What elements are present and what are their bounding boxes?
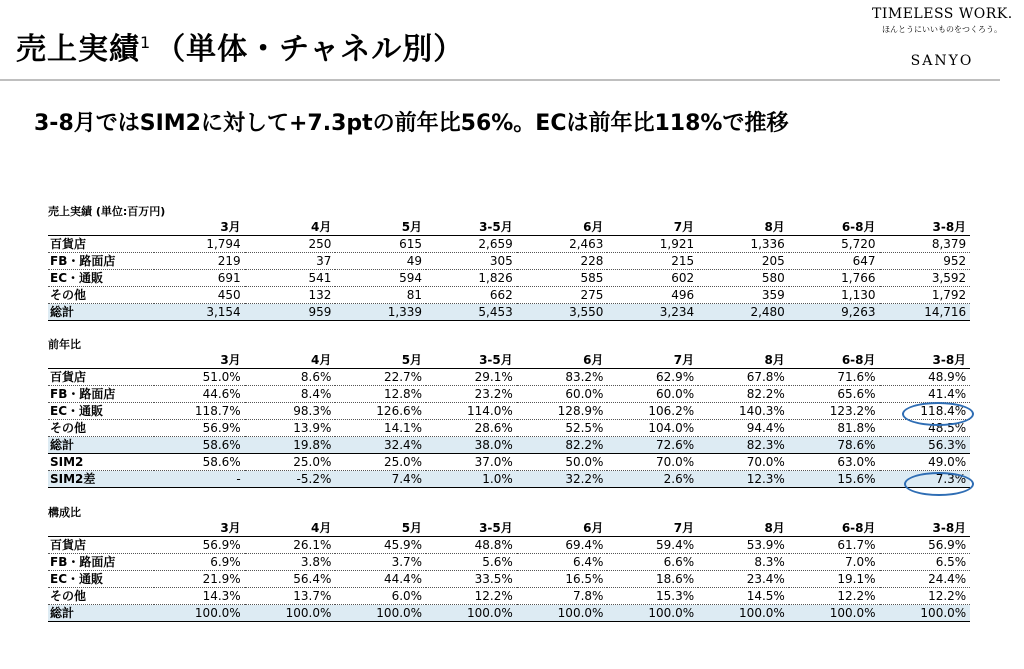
table-row [48,471,970,488]
table-cell: 3,154 [154,304,245,321]
yoy-section [48,338,970,488]
table-cell: 662 [426,287,517,304]
table-cell: 104.0% [607,420,698,437]
table-cell: 67.8% [698,369,789,386]
row-label: SIM2 [48,454,154,471]
column-header: 3-8月 [880,520,971,537]
column-header: 6月 [517,352,608,369]
table-cell: 1,766 [789,270,880,287]
sales-table [48,219,970,321]
table-cell: 70.0% [607,454,698,471]
column-header: 8月 [698,352,789,369]
table-cell: 37 [245,253,336,270]
table-row [48,270,970,287]
logo-brand: SANYO [910,53,974,69]
column-header: 5月 [335,520,426,537]
table-cell: 496 [607,287,698,304]
table-cell: 81.8% [789,420,880,437]
column-header: 7月 [607,352,698,369]
table-cell: 98.3% [245,403,336,420]
table-cell: 51.0% [154,369,245,386]
table-row [48,287,970,304]
table-cell: 28.6% [426,420,517,437]
column-header: 6-8月 [789,352,880,369]
table-cell: 82.2% [517,437,608,454]
table-cell: 2.6% [607,471,698,488]
table-cell: 7.0% [789,554,880,571]
table-cell: 691 [154,270,245,287]
table-cell: 52.5% [517,420,608,437]
table-cell: 8.4% [245,386,336,403]
slide-subtitle: 3-8月ではSIM2に対して+7.3ptの前年比56%。ECは前年比118%で推移 [34,111,789,136]
table-cell: 12.3% [698,471,789,488]
table-cell: 250 [245,236,336,253]
table-cell: 647 [789,253,880,270]
table-cell: 126.6% [335,403,426,420]
table-cell: 305 [426,253,517,270]
table-cell: 22.7% [335,369,426,386]
table-cell: 8,379 [880,236,971,253]
table-cell: 18.6% [607,571,698,588]
table-cell: 450 [154,287,245,304]
table-cell: 100.0% [245,605,336,622]
column-header: 6月 [517,219,608,236]
table-row [48,420,970,437]
table-cell: 8.3% [698,554,789,571]
table-cell: 23.4% [698,571,789,588]
table-cell: 7.3% [880,471,971,488]
table-cell: 1,336 [698,236,789,253]
composition-table-title: 構成比 [48,506,81,519]
table-cell: 275 [517,287,608,304]
table-cell: 12.8% [335,386,426,403]
table-cell: 14.3% [154,588,245,605]
table-cell: 1,826 [426,270,517,287]
row-label: 百貨店 [48,369,154,386]
table-cell: 14.1% [335,420,426,437]
table-cell: 49 [335,253,426,270]
table-cell: 580 [698,270,789,287]
table-cell: 24.4% [880,571,971,588]
table-cell: 56.3% [880,437,971,454]
table-row [48,437,970,454]
table-cell: 1,339 [335,304,426,321]
table-cell: 100.0% [154,605,245,622]
table-header-row [48,352,970,369]
table-cell: 100.0% [789,605,880,622]
row-label: 総計 [48,304,154,321]
table-cell: 3,550 [517,304,608,321]
table-cell: 71.6% [789,369,880,386]
table-row [48,253,970,270]
table-cell: 12.2% [880,588,971,605]
logo-tagline-jp: ほんとうにいいものをつくろう。 [882,25,1002,34]
table-cell: 53.9% [698,537,789,554]
table-cell: 128.9% [517,403,608,420]
table-cell: 9,263 [789,304,880,321]
highlight-circle-sim2-diff [904,472,974,496]
table-row [48,236,970,253]
column-header: 7月 [607,219,698,236]
column-header: 3-8月 [880,352,971,369]
table-header-row [48,520,970,537]
table-cell: 56.9% [154,420,245,437]
table-cell: 114.0% [426,403,517,420]
row-label: その他 [48,420,154,437]
table-cell: 38.0% [426,437,517,454]
row-label: FB・路面店 [48,253,154,270]
table-cell: 19.8% [245,437,336,454]
column-header: 6-8月 [789,520,880,537]
table-cell: 44.4% [335,571,426,588]
row-label: その他 [48,588,154,605]
table-cell: 205 [698,253,789,270]
table-cell: 6.4% [517,554,608,571]
column-header: 8月 [698,520,789,537]
page-title: 売上実績$^1$ （単体・チャネル別） [16,32,465,67]
table-cell: 56.9% [880,537,971,554]
table-cell: 14.5% [698,588,789,605]
column-header: 7月 [607,520,698,537]
table-cell: 3,592 [880,270,971,287]
table-cell: 13.7% [245,588,336,605]
table-cell: 106.2% [607,403,698,420]
column-header: 5月 [335,352,426,369]
table-cell: 60.0% [517,386,608,403]
column-header: 4月 [245,219,336,236]
table-cell: 5,453 [426,304,517,321]
sales-section [48,205,970,321]
table-cell: 94.4% [698,420,789,437]
table-cell: 58.6% [154,454,245,471]
column-header: 3月 [154,219,245,236]
yoy-table [48,352,970,488]
table-cell: 541 [245,270,336,287]
table-cell: 50.0% [517,454,608,471]
composition-table [48,520,970,622]
table-cell: 82.3% [698,437,789,454]
table-cell: 44.6% [154,386,245,403]
table-cell: 32.2% [517,471,608,488]
table-cell: 45.9% [335,537,426,554]
table-cell: 228 [517,253,608,270]
table-cell: 21.9% [154,571,245,588]
table-cell: 952 [880,253,971,270]
table-row [48,386,970,403]
row-label: FB・路面店 [48,386,154,403]
table-row [48,571,970,588]
table-cell: 59.4% [607,537,698,554]
table-cell: 6.0% [335,588,426,605]
row-label: その他 [48,287,154,304]
table-cell: 5,720 [789,236,880,253]
row-label: 総計 [48,437,154,454]
table-cell: 48.5% [880,420,971,437]
column-header: 3月 [154,520,245,537]
table-cell: - [154,471,245,488]
table-cell: 1.0% [426,471,517,488]
table-cell: 32.4% [335,437,426,454]
table-cell: 1,130 [789,287,880,304]
sales-table-title: 売上実績 (単位:百万円) [48,205,166,218]
table-cell: 12.2% [789,588,880,605]
table-cell: 7.4% [335,471,426,488]
column-header: 4月 [245,352,336,369]
table-cell: 6.5% [880,554,971,571]
table-cell: 5.6% [426,554,517,571]
table-cell: 3.8% [245,554,336,571]
logo-tagline-en: TIMELESS WORK. [872,6,1013,22]
table-cell: 72.6% [607,437,698,454]
table-row [48,537,970,554]
table-cell: 63.0% [789,454,880,471]
column-header: 5月 [335,219,426,236]
table-cell: 61.7% [789,537,880,554]
table-cell: 118.4% [880,403,971,420]
table-cell: 100.0% [698,605,789,622]
table-cell: 13.9% [245,420,336,437]
table-cell: -5.2% [245,471,336,488]
table-cell: 37.0% [426,454,517,471]
row-label: EC・通販 [48,270,154,287]
table-cell: 215 [607,253,698,270]
table-cell: 594 [335,270,426,287]
table-row [48,454,970,471]
column-header: 3月 [154,352,245,369]
table-cell: 1,792 [880,287,971,304]
footnote-mark: 1 [140,33,152,52]
table-cell: 12.2% [426,588,517,605]
table-header-row [48,219,970,236]
table-cell: 65.6% [789,386,880,403]
table-cell: 1,921 [607,236,698,253]
table-row [48,554,970,571]
column-header: 3-8月 [880,219,971,236]
table-cell: 48.8% [426,537,517,554]
table-cell: 959 [245,304,336,321]
table-cell: 2,480 [698,304,789,321]
table-cell: 15.6% [789,471,880,488]
table-cell: 33.5% [426,571,517,588]
header-cell-blank [48,520,154,537]
column-header: 4月 [245,520,336,537]
highlight-circle-ec-yoy [902,402,974,426]
header-cell-blank [48,352,154,369]
row-label: 総計 [48,605,154,622]
table-cell: 82.2% [698,386,789,403]
table-cell: 100.0% [517,605,608,622]
column-header: 3-5月 [426,219,517,236]
company-logo [872,6,1012,69]
table-cell: 615 [335,236,426,253]
table-cell: 62.9% [607,369,698,386]
table-cell: 49.0% [880,454,971,471]
table-cell: 2,463 [517,236,608,253]
table-row [48,605,970,622]
table-cell: 19.1% [789,571,880,588]
row-label: SIM2差 [48,471,154,488]
table-cell: 26.1% [245,537,336,554]
table-row [48,304,970,321]
table-row [48,403,970,420]
table-cell: 6.9% [154,554,245,571]
table-cell: 25.0% [245,454,336,471]
table-cell: 100.0% [880,605,971,622]
row-label: FB・路面店 [48,554,154,571]
table-cell: 6.6% [607,554,698,571]
column-header: 3-5月 [426,352,517,369]
row-label: 百貨店 [48,537,154,554]
table-cell: 123.2% [789,403,880,420]
table-cell: 118.7% [154,403,245,420]
table-cell: 3.7% [335,554,426,571]
column-header: 3-5月 [426,520,517,537]
table-cell: 602 [607,270,698,287]
table-cell: 100.0% [426,605,517,622]
column-header: 6月 [517,520,608,537]
table-cell: 585 [517,270,608,287]
table-cell: 140.3% [698,403,789,420]
column-header: 8月 [698,219,789,236]
header-cell-blank [48,219,154,236]
yoy-table-title: 前年比 [48,338,81,351]
table-cell: 359 [698,287,789,304]
row-label: 百貨店 [48,236,154,253]
table-cell: 16.5% [517,571,608,588]
table-cell: 132 [245,287,336,304]
table-cell: 60.0% [607,386,698,403]
table-cell: 48.9% [880,369,971,386]
table-cell: 1,794 [154,236,245,253]
table-cell: 58.6% [154,437,245,454]
table-cell: 81 [335,287,426,304]
table-cell: 8.6% [245,369,336,386]
table-cell: 2,659 [426,236,517,253]
table-cell: 23.2% [426,386,517,403]
table-cell: 41.4% [880,386,971,403]
table-cell: 29.1% [426,369,517,386]
table-cell: 14,716 [880,304,971,321]
row-label: EC・通販 [48,571,154,588]
header-divider [0,79,1000,81]
table-cell: 25.0% [335,454,426,471]
table-cell: 100.0% [335,605,426,622]
table-cell: 7.8% [517,588,608,605]
table-cell: 3,234 [607,304,698,321]
table-cell: 100.0% [607,605,698,622]
row-label: EC・通販 [48,403,154,420]
table-row [48,369,970,386]
table-cell: 15.3% [607,588,698,605]
table-cell: 78.6% [789,437,880,454]
table-cell: 69.4% [517,537,608,554]
table-cell: 219 [154,253,245,270]
composition-section [48,506,970,622]
column-header: 6-8月 [789,219,880,236]
table-cell: 83.2% [517,369,608,386]
table-cell: 70.0% [698,454,789,471]
table-cell: 56.4% [245,571,336,588]
table-cell: 56.9% [154,537,245,554]
table-row [48,588,970,605]
